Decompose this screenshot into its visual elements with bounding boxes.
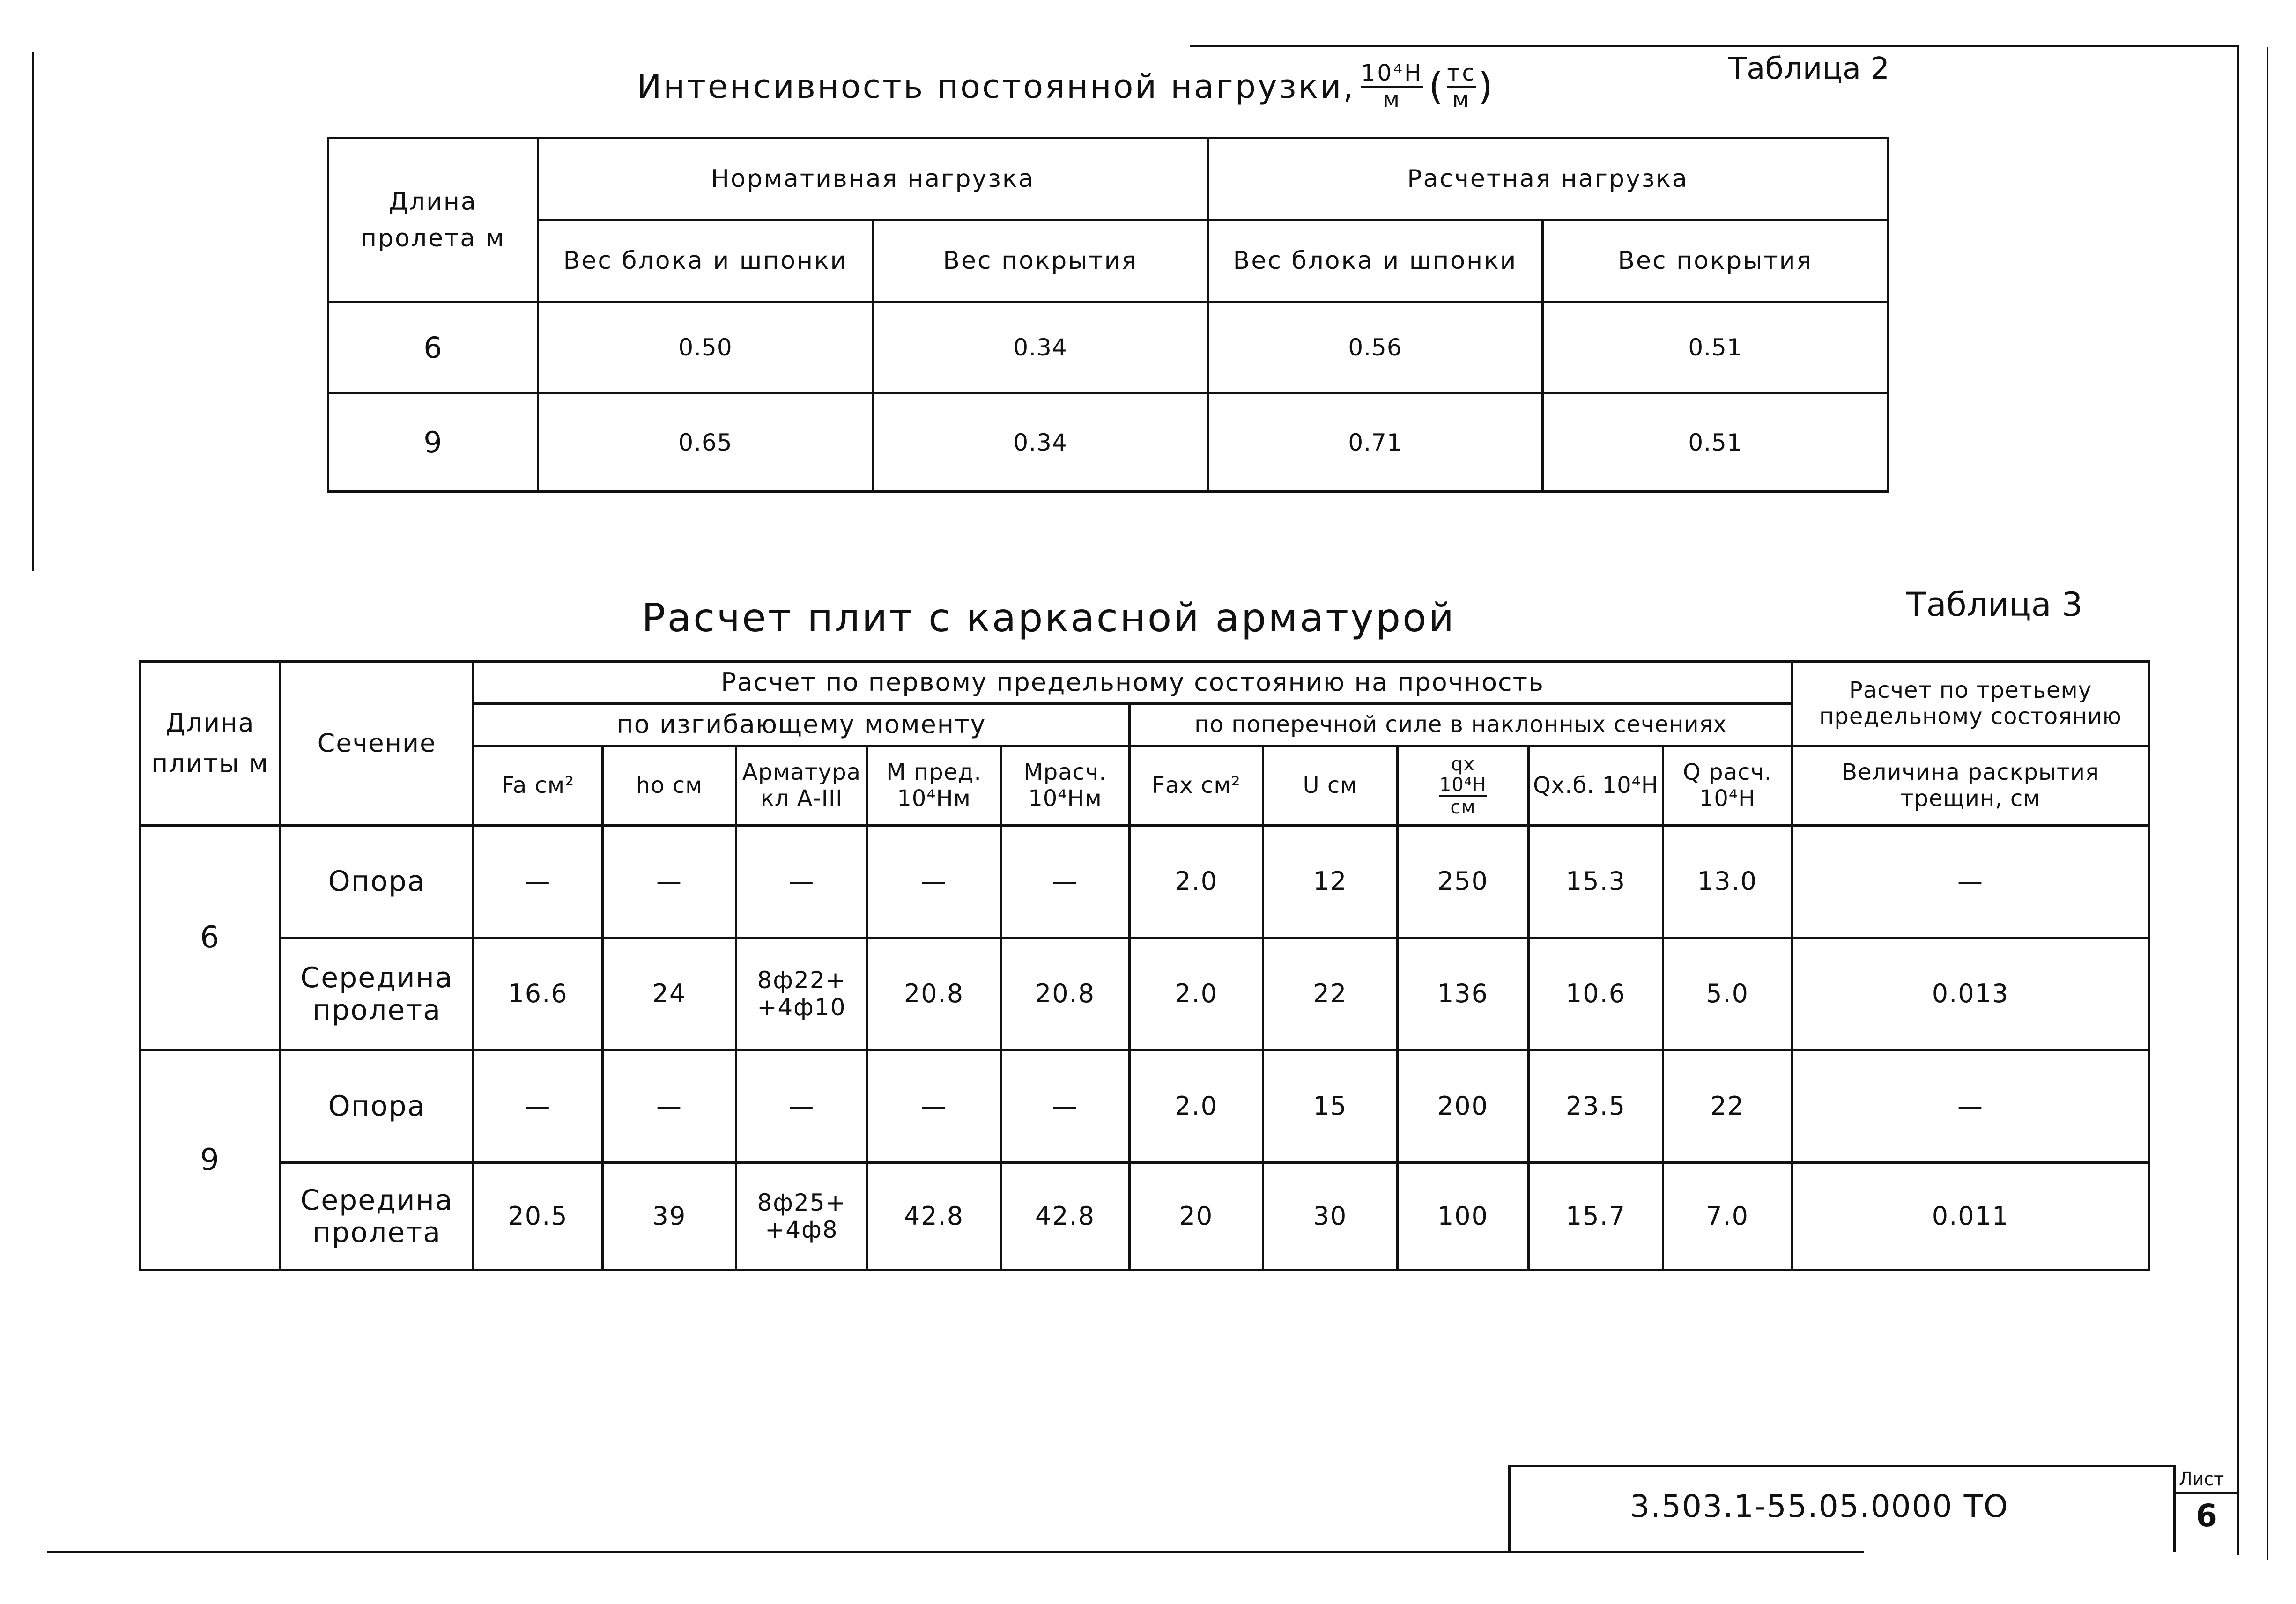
t3-header-bending: по изгибающему моменту [474, 704, 1130, 746]
frame-top-line [1190, 45, 2239, 47]
t3-cell: — [1001, 826, 1130, 938]
t3-cell: 15.3 [1529, 826, 1663, 938]
t3-col-arm: Арматура кл А-III [736, 746, 867, 826]
t3-cell: — [474, 1050, 603, 1163]
t3-col-fax: Fах см² [1130, 746, 1263, 826]
t2-sub-header: Вес покрытия [1543, 220, 1888, 302]
t3-cell: 10.6 [1529, 938, 1663, 1050]
t3-cell-length: 9 [140, 1050, 281, 1271]
t2-cell: 0.34 [873, 302, 1208, 393]
t3-col-mpred: М пред. 10⁴Нм [867, 746, 1001, 826]
t3-cell: 30 [1263, 1163, 1398, 1271]
t2-cell: 0.51 [1543, 393, 1888, 492]
t3-col-u: U см [1263, 746, 1398, 826]
unit-numerator: 10⁴Н [1361, 60, 1423, 86]
t3-cell: 2.0 [1130, 938, 1263, 1050]
t3-cell: — [736, 826, 867, 938]
table-row [140, 1050, 2149, 1163]
t3-header-first-state: Расчет по первому предельному состоянию на прочность [474, 662, 1792, 704]
qx-denominator: см [1450, 796, 1476, 818]
qx-fraction [1439, 754, 1487, 818]
t3-cell: 39 [603, 1163, 736, 1271]
t3-cell: — [867, 1050, 1001, 1163]
qx-numerator: qх [1451, 753, 1475, 775]
table3-title: Расчет плит с каркасной арматурой [642, 595, 1456, 641]
table-row [140, 938, 2149, 1050]
t3-cell: 23.5 [1529, 1050, 1663, 1163]
t3-cell: 2.0 [1130, 1050, 1263, 1163]
t3-cell: 12 [1263, 826, 1398, 938]
table2-unit-fraction [1361, 61, 1423, 112]
t3-cell: 42.8 [1001, 1163, 1130, 1271]
t3-header-length: Длина плиты м [140, 662, 281, 826]
t3-cell: 0.011 [1792, 1163, 2149, 1271]
unit-alt-denominator: м [1452, 86, 1471, 113]
t2-cell-length: 9 [328, 393, 538, 492]
t3-cell-section: Опора [281, 826, 474, 938]
t3-header-shear: по поперечной силе в наклонных сечениях [1130, 704, 1792, 746]
t3-col-qxb: Qх.б. 10⁴Н [1529, 746, 1663, 826]
table-row [140, 1163, 2149, 1271]
t2-cell: 0.71 [1208, 393, 1543, 492]
table2-label: Таблица 2 [1728, 52, 1890, 86]
frame-left-line [32, 52, 34, 571]
t2-header-design: Расчетная нагрузка [1208, 138, 1888, 220]
t2-sub-header: Вес блока и шпонки [538, 220, 873, 302]
t3-header-third-state: Расчет по третьему предельному состоянию [1792, 662, 2149, 746]
t2-cell: 0.34 [873, 393, 1208, 492]
frame-right-edge [2267, 47, 2268, 1560]
t3-cell: 20.8 [867, 938, 1001, 1050]
table-row [328, 393, 1888, 492]
frame-right-line [2237, 45, 2239, 1555]
table-row [328, 302, 1888, 393]
t2-header-normative: Нормативная нагрузка [538, 138, 1208, 220]
unit-denominator: м [1382, 86, 1402, 113]
table3-label: Таблица 3 [1906, 585, 2083, 624]
stamp-top-line [1508, 1465, 2173, 1467]
t3-cell-length: 6 [140, 826, 281, 1050]
stamp-left-line [1508, 1465, 1511, 1552]
t3-cell-section: Опора [281, 1050, 474, 1163]
t3-cell: 13.0 [1663, 826, 1792, 938]
t3-cell: — [867, 826, 1001, 938]
t3-cell: 8ф25+ +4ф8 [736, 1163, 867, 1271]
unit-alt-numerator: тс [1447, 60, 1476, 86]
table2 [327, 137, 1889, 493]
t3-cell: 2.0 [1130, 826, 1263, 938]
t3-cell: 42.8 [867, 1163, 1001, 1271]
t3-col-qx [1398, 746, 1529, 826]
t2-header-length: Длина пролета м [328, 138, 538, 302]
t3-cell: 7.0 [1663, 1163, 1792, 1271]
t3-cell: 250 [1398, 826, 1529, 938]
t3-cell-section: Середина пролета [281, 938, 474, 1050]
title-block [1508, 1465, 2237, 1552]
t3-cell: 100 [1398, 1163, 1529, 1271]
stamp-divider-line [2173, 1465, 2176, 1552]
t3-header-section: Сечение [281, 662, 474, 826]
t3-cell: — [736, 1050, 867, 1163]
t3-cell: 20.5 [474, 1163, 603, 1271]
t3-cell: 22 [1663, 1050, 1792, 1163]
t2-cell-length: 6 [328, 302, 538, 393]
stamp-sheet-line [2173, 1492, 2237, 1494]
document-code: 3.503.1-55.05.0000 ТО [1630, 1488, 2009, 1524]
t3-cell: 200 [1398, 1050, 1529, 1163]
t3-cell: — [603, 826, 736, 938]
t3-cell: — [1001, 1050, 1130, 1163]
t3-cell: 15 [1263, 1050, 1398, 1163]
t3-cell: 5.0 [1663, 938, 1792, 1050]
t3-col-qras: Q расч. 10⁴Н [1663, 746, 1792, 826]
t3-cell: 20 [1130, 1163, 1263, 1271]
table-row [140, 826, 2149, 938]
table2-title-text: Интенсивность постоянной нагрузки, [637, 67, 1355, 106]
t3-cell: — [1792, 1050, 2149, 1163]
t3-col-mras: Мрасч. 10⁴Нм [1001, 746, 1130, 826]
t3-cell: — [474, 826, 603, 938]
t3-cell: 24 [603, 938, 736, 1050]
t2-cell: 0.65 [538, 393, 873, 492]
qx-mid: 10⁴Н [1439, 774, 1487, 796]
sheet-number: 6 [2196, 1498, 2217, 1534]
t2-cell: 0.50 [538, 302, 873, 393]
t3-col-ho: ho см [603, 746, 736, 826]
t3-cell: 22 [1263, 938, 1398, 1050]
t3-cell: 0.013 [1792, 938, 2149, 1050]
paren-close: ) [1478, 65, 1495, 109]
t3-cell-section: Середина пролета [281, 1163, 474, 1271]
paren-open: ( [1429, 65, 1445, 109]
t3-cell: — [603, 1050, 736, 1163]
t3-col-crack: Величина раскрытия трещин, см [1792, 746, 2149, 826]
sheet-label: Лист [2179, 1469, 2224, 1489]
t3-cell: — [1792, 826, 2149, 938]
table3 [139, 660, 2150, 1271]
t3-col-fa: Fa см² [474, 746, 603, 826]
table2-title [637, 61, 1495, 112]
t3-cell: 16.6 [474, 938, 603, 1050]
t3-cell: 8ф22+ +4ф10 [736, 938, 867, 1050]
t2-sub-header: Вес покрытия [873, 220, 1208, 302]
t3-cell: 136 [1398, 938, 1529, 1050]
t2-cell: 0.51 [1543, 302, 1888, 393]
t3-cell: 15.7 [1529, 1163, 1663, 1271]
t3-cell: 20.8 [1001, 938, 1130, 1050]
table2-unit-fraction-alt [1447, 61, 1476, 112]
t2-sub-header: Вес блока и шпонки [1208, 220, 1543, 302]
t2-cell: 0.56 [1208, 302, 1543, 393]
